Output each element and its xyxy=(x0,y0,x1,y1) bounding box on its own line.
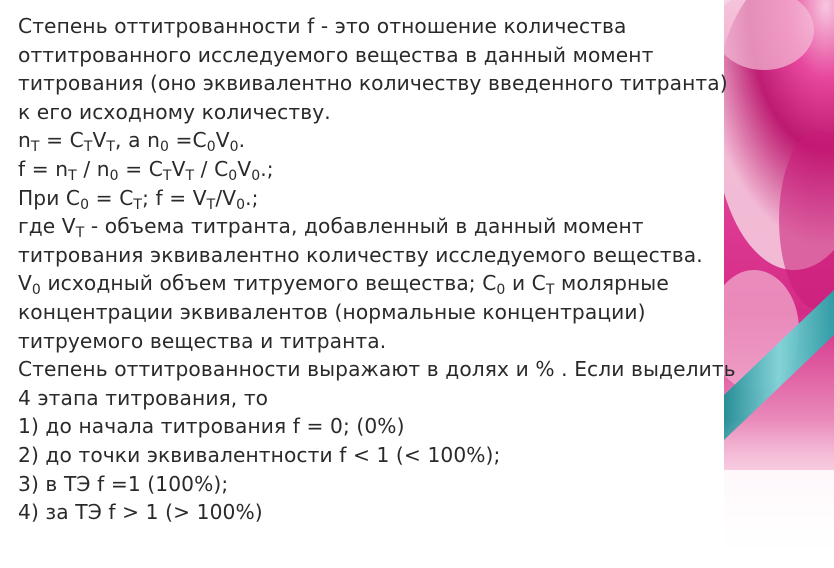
text-line xyxy=(18,155,748,184)
text-line xyxy=(18,241,748,270)
text-segment: и C xyxy=(505,271,546,296)
text-segment: / C xyxy=(194,156,229,181)
text-line xyxy=(18,184,748,213)
subscript: 0 xyxy=(229,139,239,156)
subscript: T xyxy=(106,139,116,156)
text-line xyxy=(18,327,748,356)
subscript: 0 xyxy=(206,139,216,156)
text-segment: =C xyxy=(168,128,207,153)
text-segment: .; xyxy=(245,185,259,210)
text-line xyxy=(18,69,748,98)
subscript: 0 xyxy=(159,139,169,156)
text-line xyxy=(18,441,748,470)
text-segment: = C xyxy=(39,128,84,153)
text-segment: . xyxy=(238,128,246,153)
subscript: T xyxy=(206,196,216,213)
text-segment: V xyxy=(171,156,186,181)
text-segment: 4) за ТЭ f > 1 (> 100%) xyxy=(18,500,263,525)
text-segment: 3) в ТЭ f =1 (100%); xyxy=(18,471,229,496)
subscript: 0 xyxy=(251,167,261,184)
text-line xyxy=(18,384,748,413)
text-segment: 1) до начала титрования f = 0; (0%) xyxy=(18,414,405,439)
text-segment: ; f = V xyxy=(142,185,207,210)
text-line xyxy=(18,212,748,241)
subscript: 0 xyxy=(109,167,119,184)
text-segment: концентрации эквивалентов (нормальные концентрации) xyxy=(18,299,646,324)
text-segment: V xyxy=(215,128,230,153)
subscript: T xyxy=(185,167,195,184)
text-segment: /V xyxy=(215,185,237,210)
text-segment: / n xyxy=(76,156,110,181)
text-segment: = C xyxy=(118,156,163,181)
text-line xyxy=(18,355,748,384)
text-line xyxy=(18,41,748,70)
text-segment: f = n xyxy=(18,156,69,181)
text-segment: Степень оттитрованности выражают в долях и % . Если выделить xyxy=(18,357,736,382)
text-segment: к его исходному количеству. xyxy=(18,99,331,124)
text-segment: титрования (оно эквивалентно количеству введенного титранта) xyxy=(18,71,728,96)
subscript: 0 xyxy=(80,196,90,213)
text-segment: 4 этапа титрования, то xyxy=(18,385,269,410)
subscript: T xyxy=(75,225,85,242)
text-line xyxy=(18,298,748,327)
text-segment: - объема титранта, добавленный в данный момент xyxy=(84,214,644,239)
subscript: 0 xyxy=(496,282,506,299)
text-segment: .; xyxy=(260,156,274,181)
text-segment: n xyxy=(18,128,31,153)
text-segment: , a n xyxy=(115,128,160,153)
text-segment: V xyxy=(18,271,32,296)
subscript: T xyxy=(545,282,555,299)
text-segment: титруемого вещества и титранта. xyxy=(18,328,387,353)
text-segment: V xyxy=(237,156,252,181)
subscript: T xyxy=(83,139,93,156)
text-segment: оттитрованного исследуемого вещества в данный момент xyxy=(18,42,654,67)
text-segment: 2) до точки эквивалентности f < 1 (< 100%); xyxy=(18,442,501,467)
subscript: 0 xyxy=(236,196,246,213)
slide-text-body xyxy=(18,12,748,527)
text-line xyxy=(18,12,748,41)
text-segment: титрования эквивалентно количеству исследуемого вещества. xyxy=(18,242,703,267)
text-segment: Степень оттитрованности f - это отношение количества xyxy=(18,14,627,38)
text-segment: V xyxy=(92,128,107,153)
text-segment: исходный объем титруемого вещества; C xyxy=(40,271,497,296)
subscript: T xyxy=(68,167,77,184)
text-segment: молярные xyxy=(554,271,669,296)
text-line xyxy=(18,470,748,499)
subscript: T xyxy=(133,196,143,213)
subscript: 0 xyxy=(228,167,238,184)
subscript: 0 xyxy=(31,282,41,299)
text-segment: где V xyxy=(18,214,76,239)
subscript: T xyxy=(30,139,40,156)
text-line xyxy=(18,98,748,127)
text-line xyxy=(18,498,748,527)
subscript: T xyxy=(162,167,172,184)
text-segment: = C xyxy=(89,185,134,210)
text-line xyxy=(18,269,748,298)
text-line xyxy=(18,126,748,155)
text-line xyxy=(18,412,748,441)
text-segment: При C xyxy=(18,185,81,210)
